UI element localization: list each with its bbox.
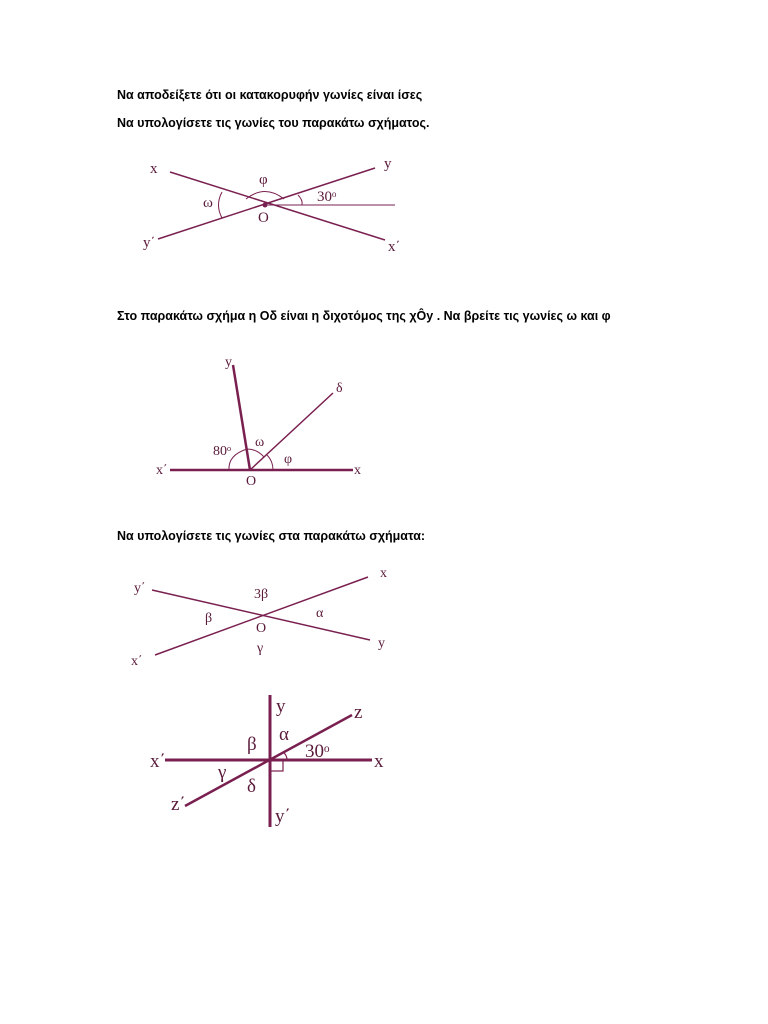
task-1-text: Να αποδείξετε ότι οι κατακορυφήν γωνίες είναι ίσες xyxy=(117,88,423,102)
label-delta: δ xyxy=(247,776,256,797)
point-o xyxy=(263,203,268,208)
label-x: x xyxy=(374,751,384,772)
label-beta: β xyxy=(247,734,257,755)
right-angle-marker xyxy=(270,760,283,771)
figure-bisector xyxy=(0,330,768,500)
label-x-prime: x΄ xyxy=(131,654,143,669)
label-gamma: γ xyxy=(218,762,227,783)
label-y: y xyxy=(384,156,392,172)
label-x: x xyxy=(354,463,361,478)
figure-crossing-lines-2 xyxy=(0,555,768,675)
arc-omega xyxy=(247,449,264,457)
label-x: x xyxy=(150,161,158,177)
label-beta: β xyxy=(205,611,213,626)
label-y: y xyxy=(225,355,232,370)
arc-30 xyxy=(298,195,302,205)
label-z: z xyxy=(354,702,363,723)
label-omega: ω xyxy=(203,195,213,211)
label-30: 30ᵒ xyxy=(317,189,337,205)
label-30: 30ᵒ xyxy=(305,741,330,762)
figure-axes-oblique xyxy=(0,685,768,835)
arc-omega xyxy=(219,192,223,218)
label-y-prime: y΄ xyxy=(143,235,156,251)
label-x-prime: x΄ xyxy=(388,239,401,255)
label-y: y xyxy=(378,636,385,651)
label-gamma: γ xyxy=(257,641,264,656)
label-o: O xyxy=(246,474,257,489)
label-3beta: 3β xyxy=(254,587,269,602)
label-alpha: α xyxy=(279,724,289,745)
task-2-text: Να υπολογίσετε τις γωνίες του παρακάτω σχήματος. xyxy=(117,116,430,130)
label-y-prime: y΄ xyxy=(275,806,291,827)
arc-80 xyxy=(229,449,247,470)
label-80: 80ᵒ xyxy=(213,444,232,459)
label-delta: δ xyxy=(336,381,343,396)
label-x-prime: x΄ xyxy=(150,751,166,772)
label-phi: φ xyxy=(284,452,293,467)
label-phi: φ xyxy=(259,172,268,188)
label-x-prime: x΄ xyxy=(156,463,168,478)
label-y-prime: y΄ xyxy=(134,581,146,596)
label-o: O xyxy=(258,210,269,226)
label-z-prime: z΄ xyxy=(171,794,186,815)
figure-intersecting-lines xyxy=(0,0,768,300)
label-alpha: α xyxy=(316,606,324,621)
label-omega: ω xyxy=(255,435,265,450)
label-x: x xyxy=(380,566,387,581)
task-4-text: Να υπολογίσετε τις γωνίες στα παρακάτω σχήματα: xyxy=(117,529,426,543)
label-o: O xyxy=(256,621,267,636)
task-3-text: Στο παρακάτω σχήμα η Οδ είναι η διχοτόμος της χÔy . Να βρείτε τις γωνίες ω και φ xyxy=(117,309,611,323)
arc-phi xyxy=(267,455,273,470)
label-y: y xyxy=(276,696,286,717)
